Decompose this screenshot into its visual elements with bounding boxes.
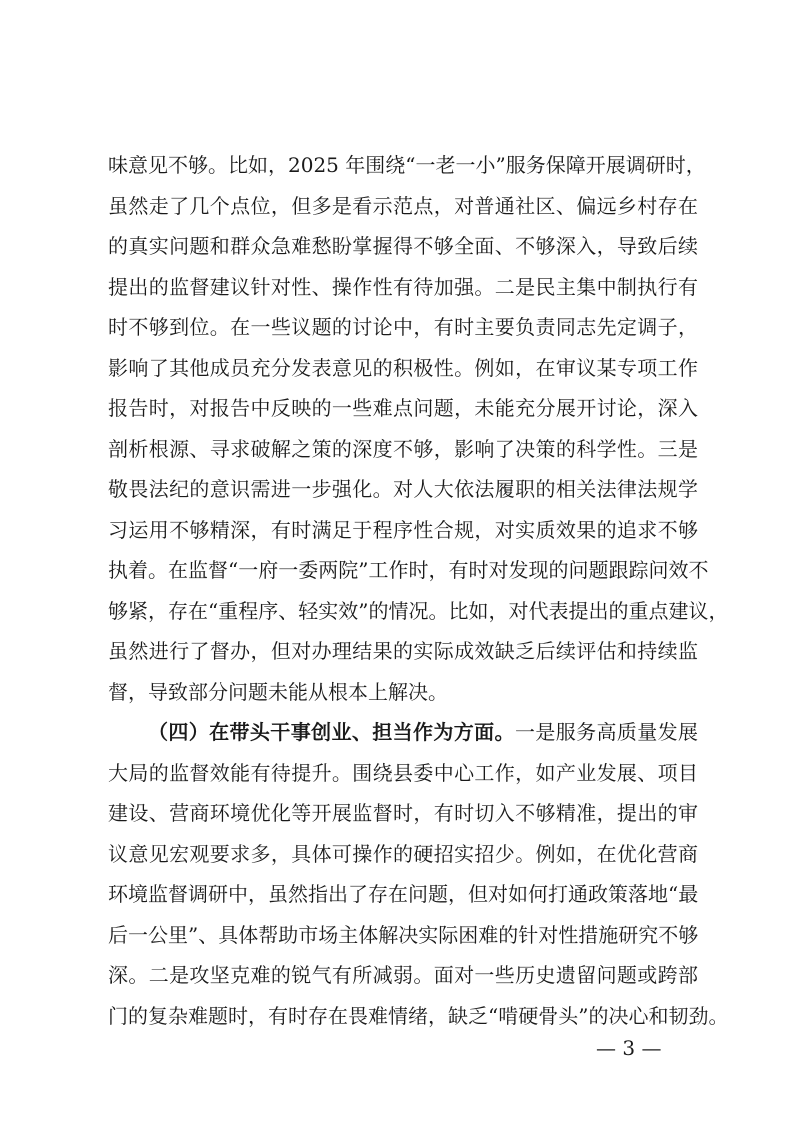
paragraph-line: 议意见宏观要求多，具体可操作的硬招实招少。例如，在优化营商 (108, 841, 698, 866)
paragraph-line: 虽然走了几个点位，但多是看示范点，对普通社区、偏远乡村存在 (108, 193, 698, 218)
page-number: — 3 — (596, 1036, 662, 1060)
paragraph-line: 建设、营商环境优化等开展监督时，有时切入不够精准，提出的审 (108, 801, 698, 825)
paragraph-line: 督，导致部分问题未能从根本上解决。 (108, 679, 448, 704)
paragraph-line: 深。二是攻坚克难的锐气有所减弱。面对一些历史遗留问题或跨部 (108, 963, 698, 987)
paragraph-line: 的真实问题和群众急难愁盼掌握得不够全面、不够深入，导致后续 (108, 234, 698, 258)
paragraph-line: 习运用不够精深，有时满足于程序性合规，对实质效果的追求不够 (108, 517, 698, 542)
paragraph-line: 虽然进行了督办，但对办理结果的实际成效缺乏后续评估和持续监 (108, 639, 698, 663)
body-text (108, 145, 729, 1036)
paragraph-line: 味意见不够。比如，2025 年围绕“一老一小”服务保障开展调研时， (108, 153, 706, 177)
paragraph-line: 提出的监督建议针对性、操作性有待加强。二是民主集中制执行有 (108, 274, 698, 299)
paragraph-line: 大局的监督效能有待提升。围绕县委中心工作，如产业发展、项目 (108, 760, 698, 785)
paragraph-line: 影响了其他成员充分发表意见的积极性。例如，在审议某专项工作 (108, 355, 698, 380)
paragraph-line: 剖析根源、寻求破解之策的深度不够，影响了决策的科学性。三是 (108, 436, 698, 461)
paragraph-line: 后一公里”、具体帮助市场主体解决实际困难的针对性措施研究不够 (108, 922, 699, 947)
paragraph-line: 够紧，存在“重程序、轻实效”的情况。比如，对代表提出的重点建议， (108, 598, 729, 623)
paragraph-first-line (108, 712, 698, 753)
paragraph-line: 敬畏法纪的意识需进一步强化。对人大依法履职的相关法律法规学 (108, 477, 698, 501)
section-heading: （四）在带头干事创业、担当作为方面。 (148, 720, 515, 744)
paragraph-line: 环境监督调研中，虽然指出了存在问题，但对如何打通政策落地“最 (108, 882, 699, 906)
paragraph-line: 门的复杂难题时，有时存在畏难情绪，缺乏“啃硬骨头”的决心和韧劲。 (108, 1003, 729, 1028)
paragraph-text: 一是服务高质量发展 (514, 720, 699, 744)
paragraph-line: 报告时，对报告中反映的一些难点问题，未能充分展开讨论，深入 (108, 396, 698, 420)
paragraph-line: 时不够到位。在一些议题的讨论中，有时主要负责同志先定调子， (108, 315, 698, 339)
paragraph-line: 执着。在监督“一府一委两院”工作时，有时对发现的问题跟踪问效不 (108, 558, 709, 582)
